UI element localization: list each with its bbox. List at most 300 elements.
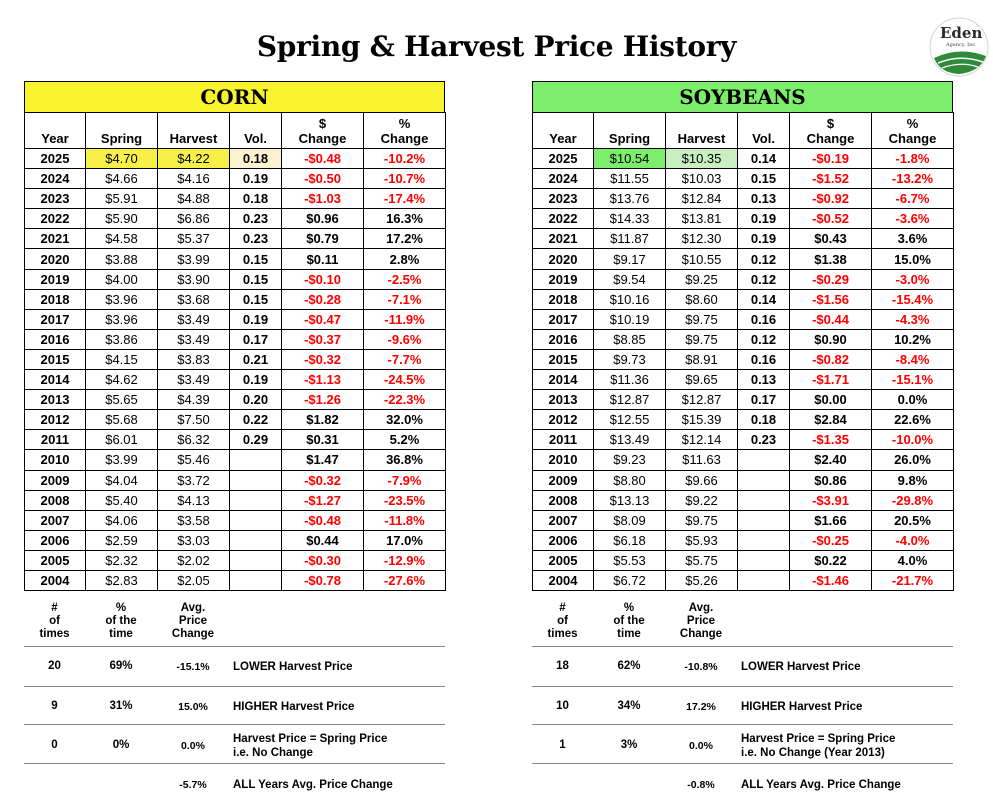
spring-price-cell: $5.53	[594, 550, 666, 570]
volatility-cell	[230, 510, 282, 530]
spring-price-cell: $2.59	[86, 530, 158, 550]
harvest-price-cell: $15.39	[666, 410, 738, 430]
col-vol: Vol.	[230, 113, 282, 149]
percent-change-cell: -10.7%	[364, 169, 446, 189]
harvest-price-cell: $12.87	[666, 390, 738, 410]
col-spring: Spring	[86, 113, 158, 149]
summary-description	[741, 778, 953, 792]
volatility-cell	[230, 530, 282, 550]
volatility-cell: 0.15	[738, 169, 790, 189]
summary-divider	[24, 724, 445, 725]
table-row	[25, 430, 446, 450]
spring-price-cell: $8.09	[594, 510, 666, 530]
table-row	[25, 470, 446, 490]
spring-price-cell: $4.15	[86, 349, 158, 369]
percent-change-cell: -22.3%	[364, 390, 446, 410]
year-cell: 2012	[533, 410, 594, 430]
corn-summary	[24, 600, 445, 805]
spring-price-cell: $4.06	[86, 510, 158, 530]
harvest-price-cell: $4.13	[158, 490, 230, 510]
dollar-change-cell: $1.66	[790, 510, 872, 530]
harvest-price-cell: $4.16	[158, 169, 230, 189]
summary-header-line: %	[623, 602, 635, 614]
summary-row	[532, 735, 953, 759]
spring-price-cell: $4.04	[86, 470, 158, 490]
summary-header-pct	[85, 602, 157, 641]
dollar-change-cell: -$0.32	[282, 470, 364, 490]
volatility-cell: 0.19	[230, 169, 282, 189]
percent-change-cell: 32.0%	[364, 410, 446, 430]
summary-percent: 31%	[109, 700, 133, 712]
percent-change-cell: 15.0%	[872, 249, 954, 269]
year-cell: 2019	[533, 269, 594, 289]
harvest-price-cell: $5.75	[666, 550, 738, 570]
volatility-cell	[230, 450, 282, 470]
spring-price-cell: $9.54	[594, 269, 666, 289]
summary-header-line: times	[39, 628, 70, 640]
percent-change-cell: -10.0%	[872, 430, 954, 450]
summary-count: 9	[51, 700, 58, 712]
percent-change-cell: -15.4%	[872, 289, 954, 309]
dollar-change-cell: -$1.52	[790, 169, 872, 189]
harvest-price-cell: $3.90	[158, 269, 230, 289]
harvest-price-cell: $3.49	[158, 329, 230, 349]
table-row	[533, 530, 954, 550]
volatility-cell	[230, 490, 282, 510]
year-cell: 2010	[25, 450, 86, 470]
col-pct-change	[364, 113, 446, 149]
table-row	[25, 289, 446, 309]
percent-change-cell: 4.0%	[872, 550, 954, 570]
percent-change-cell: -27.6%	[364, 570, 446, 590]
summary-header-pct	[593, 602, 665, 641]
percent-change-cell: -10.2%	[364, 149, 446, 169]
year-cell: 2011	[25, 430, 86, 450]
dollar-change-cell: -$0.25	[790, 530, 872, 550]
year-cell: 2014	[533, 370, 594, 390]
summary-description-line: ALL Years Avg. Price Change	[233, 779, 393, 791]
spring-price-cell: $9.23	[594, 450, 666, 470]
spring-price-cell: $8.80	[594, 470, 666, 490]
summary-count: 20	[48, 660, 61, 672]
harvest-price-cell: $9.25	[666, 269, 738, 289]
volatility-cell: 0.17	[230, 329, 282, 349]
harvest-price-cell: $10.55	[666, 249, 738, 269]
dollar-change-cell: -$0.29	[790, 269, 872, 289]
volatility-cell	[738, 530, 790, 550]
summary-row	[24, 696, 445, 720]
harvest-price-cell: $3.68	[158, 289, 230, 309]
summary-avg-change: 15.0%	[178, 701, 208, 713]
harvest-price-cell: $3.03	[158, 530, 230, 550]
table-row	[25, 189, 446, 209]
spring-price-cell: $3.96	[86, 309, 158, 329]
harvest-price-cell: $9.75	[666, 510, 738, 530]
year-cell: 2022	[25, 209, 86, 229]
percent-change-cell: -3.0%	[872, 269, 954, 289]
volatility-cell: 0.16	[738, 349, 790, 369]
harvest-price-cell: $12.30	[666, 229, 738, 249]
volatility-cell	[738, 490, 790, 510]
year-cell: 2015	[533, 349, 594, 369]
summary-row	[532, 696, 953, 720]
dollar-change-cell: $0.86	[790, 470, 872, 490]
col-dollar-bottom: Change	[298, 131, 347, 146]
summary-avg-change: -0.8%	[687, 779, 715, 791]
spring-price-cell: $9.73	[594, 349, 666, 369]
summary-percent: 34%	[617, 700, 641, 712]
table-row	[533, 570, 954, 590]
summary-avg-change: 17.2%	[686, 701, 716, 713]
table-row	[533, 329, 954, 349]
spring-price-cell: $11.87	[594, 229, 666, 249]
summary-header-count	[532, 602, 593, 641]
dollar-change-cell: $0.22	[790, 550, 872, 570]
harvest-price-cell: $4.39	[158, 390, 230, 410]
percent-change-cell: -6.7%	[872, 189, 954, 209]
volatility-cell: 0.18	[230, 189, 282, 209]
percent-change-cell: 22.6%	[872, 410, 954, 430]
harvest-price-cell: $3.99	[158, 249, 230, 269]
summary-divider	[532, 646, 953, 647]
harvest-price-cell: $4.22	[158, 149, 230, 169]
percent-change-cell: -7.7%	[364, 349, 446, 369]
table-row	[25, 530, 446, 550]
spring-price-cell: $4.62	[86, 370, 158, 390]
harvest-price-cell: $9.66	[666, 470, 738, 490]
harvest-price-cell: $3.58	[158, 510, 230, 530]
percent-change-cell: 20.5%	[872, 510, 954, 530]
dollar-change-cell: $0.31	[282, 430, 364, 450]
col-pct-top: %	[398, 116, 411, 131]
col-harvest: Harvest	[666, 113, 738, 149]
dollar-change-cell: $1.47	[282, 450, 364, 470]
col-year: Year	[25, 113, 86, 149]
table-row	[25, 490, 446, 510]
volatility-cell: 0.15	[230, 289, 282, 309]
spring-price-cell: $3.99	[86, 450, 158, 470]
dollar-change-cell: -$0.82	[790, 349, 872, 369]
volatility-cell: 0.13	[738, 189, 790, 209]
dollar-change-cell: $2.84	[790, 410, 872, 430]
col-pct-bottom: Change	[380, 131, 429, 146]
volatility-cell	[738, 510, 790, 530]
summary-header-line: times	[547, 628, 578, 640]
dollar-change-cell: -$1.56	[790, 289, 872, 309]
summary-description	[741, 732, 953, 760]
harvest-price-cell: $12.14	[666, 430, 738, 450]
logo-subtitle: Agency, Inc.	[946, 42, 977, 48]
percent-change-cell: -4.0%	[872, 530, 954, 550]
volatility-cell	[738, 450, 790, 470]
summary-header-line: of	[557, 615, 568, 627]
table-row	[25, 169, 446, 189]
table-row	[25, 450, 446, 470]
year-cell: 2015	[25, 349, 86, 369]
summary-description	[233, 660, 445, 674]
summary-count: 10	[556, 700, 569, 712]
harvest-price-cell: $13.81	[666, 209, 738, 229]
table-row	[25, 370, 446, 390]
dollar-change-cell: -$1.03	[282, 189, 364, 209]
table-row	[533, 289, 954, 309]
table-row	[533, 269, 954, 289]
percent-change-cell: -24.5%	[364, 370, 446, 390]
year-cell: 2021	[25, 229, 86, 249]
summary-header-line: Change	[679, 628, 723, 640]
table-row	[533, 390, 954, 410]
table-row	[25, 410, 446, 430]
summary-description-line: ALL Years Avg. Price Change	[741, 779, 901, 791]
spring-price-cell: $9.17	[594, 249, 666, 269]
dollar-change-cell: $0.44	[282, 530, 364, 550]
table-row	[25, 329, 446, 349]
table-row	[533, 249, 954, 269]
summary-description-line: LOWER Harvest Price	[233, 661, 353, 673]
table-row	[25, 149, 446, 169]
dollar-change-cell: -$1.46	[790, 570, 872, 590]
col-pct-bottom: Change	[888, 131, 937, 146]
spring-price-cell: $5.65	[86, 390, 158, 410]
summary-description	[233, 700, 445, 714]
year-cell: 2016	[533, 329, 594, 349]
summary-count: 1	[559, 739, 566, 751]
year-cell: 2009	[25, 470, 86, 490]
percent-change-cell: 0.0%	[872, 390, 954, 410]
dollar-change-cell: -$0.30	[282, 550, 364, 570]
harvest-price-cell: $4.88	[158, 189, 230, 209]
volatility-cell: 0.29	[230, 430, 282, 450]
summary-header-line: Price	[178, 615, 208, 627]
col-dollar-change	[282, 113, 364, 149]
percent-change-cell: -9.6%	[364, 329, 446, 349]
percent-change-cell: 2.8%	[364, 249, 446, 269]
summary-percent: 0%	[112, 739, 130, 751]
dollar-change-cell: -$1.13	[282, 370, 364, 390]
harvest-price-cell: $8.60	[666, 289, 738, 309]
harvest-price-cell: $3.49	[158, 309, 230, 329]
summary-description-line: HIGHER Harvest Price	[741, 701, 863, 713]
harvest-price-cell: $6.86	[158, 209, 230, 229]
summary-header-line: %	[115, 602, 127, 614]
spring-price-cell: $3.86	[86, 329, 158, 349]
soybeans-summary	[532, 600, 953, 805]
year-cell: 2018	[533, 289, 594, 309]
year-cell: 2017	[25, 309, 86, 329]
spring-price-cell: $5.68	[86, 410, 158, 430]
summary-description-line: LOWER Harvest Price	[741, 661, 861, 673]
table-row	[25, 209, 446, 229]
summary-header-avg	[157, 602, 229, 641]
table-row	[533, 370, 954, 390]
summary-row	[532, 774, 953, 798]
summary-description	[741, 700, 953, 714]
summary-description	[233, 732, 445, 760]
table-row	[533, 229, 954, 249]
dollar-change-cell: $2.40	[790, 450, 872, 470]
summary-header-line: of the	[613, 615, 645, 627]
dollar-change-cell: -$3.91	[790, 490, 872, 510]
spring-price-cell: $6.01	[86, 430, 158, 450]
harvest-price-cell: $2.02	[158, 550, 230, 570]
table-row	[533, 550, 954, 570]
year-cell: 2013	[25, 390, 86, 410]
year-cell: 2016	[25, 329, 86, 349]
spring-price-cell: $11.36	[594, 370, 666, 390]
harvest-price-cell: $7.50	[158, 410, 230, 430]
summary-header-line: time	[617, 628, 641, 640]
volatility-cell: 0.18	[738, 410, 790, 430]
spring-price-cell: $13.49	[594, 430, 666, 450]
col-harvest: Harvest	[158, 113, 230, 149]
harvest-price-cell: $11.63	[666, 450, 738, 470]
table-row	[533, 209, 954, 229]
spring-price-cell: $12.55	[594, 410, 666, 430]
volatility-cell: 0.12	[738, 249, 790, 269]
table-row	[533, 309, 954, 329]
percent-change-cell: -11.9%	[364, 309, 446, 329]
summary-divider	[532, 724, 953, 725]
summary-row	[24, 656, 445, 680]
table-row	[25, 269, 446, 289]
spring-price-cell: $2.32	[86, 550, 158, 570]
dollar-change-cell: -$0.92	[790, 189, 872, 209]
col-dollar-top: $	[826, 116, 835, 131]
dollar-change-cell: $1.38	[790, 249, 872, 269]
year-cell: 2010	[533, 450, 594, 470]
summary-row	[532, 656, 953, 680]
soybeans-table	[532, 112, 954, 591]
harvest-price-cell: $8.91	[666, 349, 738, 369]
spring-price-cell: $10.54	[594, 149, 666, 169]
table-row	[533, 410, 954, 430]
harvest-price-cell: $3.72	[158, 470, 230, 490]
harvest-price-cell: $5.46	[158, 450, 230, 470]
dollar-change-cell: -$0.32	[282, 349, 364, 369]
year-cell: 2018	[25, 289, 86, 309]
summary-header-line: #	[51, 602, 58, 614]
spring-price-cell: $13.76	[594, 189, 666, 209]
col-spring: Spring	[594, 113, 666, 149]
percent-change-cell: 26.0%	[872, 450, 954, 470]
volatility-cell: 0.19	[230, 309, 282, 329]
harvest-price-cell: $10.35	[666, 149, 738, 169]
year-cell: 2007	[25, 510, 86, 530]
harvest-price-cell: $9.65	[666, 370, 738, 390]
volatility-cell	[738, 550, 790, 570]
percent-change-cell: 16.3%	[364, 209, 446, 229]
harvest-price-cell: $9.22	[666, 490, 738, 510]
dollar-change-cell: $0.43	[790, 229, 872, 249]
summary-avg-change: -15.1%	[176, 661, 210, 673]
percent-change-cell: -3.6%	[872, 209, 954, 229]
year-cell: 2005	[25, 550, 86, 570]
summary-description	[741, 660, 953, 674]
summary-avg-change: -5.7%	[179, 779, 207, 791]
corn-header: CORN	[24, 81, 445, 112]
harvest-price-cell: $5.37	[158, 229, 230, 249]
spring-price-cell: $4.70	[86, 149, 158, 169]
year-cell: 2022	[533, 209, 594, 229]
harvest-price-cell: $9.75	[666, 309, 738, 329]
spring-price-cell: $4.66	[86, 169, 158, 189]
summary-description-line: Harvest Price = Spring Price	[741, 733, 896, 745]
table-row	[25, 309, 446, 329]
year-cell: 2024	[25, 169, 86, 189]
percent-change-cell: -21.7%	[872, 570, 954, 590]
summary-header-line: Price	[686, 615, 716, 627]
table-row	[25, 229, 446, 249]
percent-change-cell: -11.8%	[364, 510, 446, 530]
percent-change-cell: -4.3%	[872, 309, 954, 329]
summary-count: 0	[51, 739, 58, 751]
percent-change-cell: 9.8%	[872, 470, 954, 490]
corn-header-row	[25, 113, 446, 149]
summary-header-line: Avg.	[180, 602, 206, 614]
table-row	[25, 510, 446, 530]
volatility-cell: 0.23	[738, 430, 790, 450]
summary-avg-change: 0.0%	[181, 740, 205, 752]
table-row	[533, 430, 954, 450]
spring-price-cell: $5.90	[86, 209, 158, 229]
harvest-price-cell: $6.32	[158, 430, 230, 450]
volatility-cell: 0.15	[230, 249, 282, 269]
year-cell: 2023	[25, 189, 86, 209]
spring-price-cell: $4.00	[86, 269, 158, 289]
dollar-change-cell: -$0.52	[790, 209, 872, 229]
spring-price-cell: $14.33	[594, 209, 666, 229]
percent-change-cell: 17.2%	[364, 229, 446, 249]
year-cell: 2020	[533, 249, 594, 269]
volatility-cell: 0.16	[738, 309, 790, 329]
table-row	[25, 390, 446, 410]
table-row	[25, 570, 446, 590]
volatility-cell	[230, 470, 282, 490]
percent-change-cell: -2.5%	[364, 269, 446, 289]
dollar-change-cell: -$1.26	[282, 390, 364, 410]
summary-divider	[532, 763, 953, 764]
percent-change-cell: -12.9%	[364, 550, 446, 570]
summary-avg-change: -10.8%	[684, 661, 718, 673]
col-dollar-top: $	[318, 116, 327, 131]
table-row	[533, 349, 954, 369]
harvest-price-cell: $12.84	[666, 189, 738, 209]
dollar-change-cell: -$0.10	[282, 269, 364, 289]
spring-price-cell: $5.91	[86, 189, 158, 209]
dollar-change-cell: $0.11	[282, 249, 364, 269]
dollar-change-cell: -$0.47	[282, 309, 364, 329]
summary-header-avg	[665, 602, 737, 641]
year-cell: 2024	[533, 169, 594, 189]
table-row	[533, 149, 954, 169]
volatility-cell	[738, 470, 790, 490]
spring-price-cell: $13.13	[594, 490, 666, 510]
percent-change-cell: -23.5%	[364, 490, 446, 510]
spring-price-cell: $6.72	[594, 570, 666, 590]
year-cell: 2004	[533, 570, 594, 590]
summary-divider	[24, 763, 445, 764]
year-cell: 2007	[533, 510, 594, 530]
percent-change-cell: 3.6%	[872, 229, 954, 249]
table-row	[533, 510, 954, 530]
summary-description-line: i.e. No Change	[233, 747, 313, 759]
volatility-cell: 0.23	[230, 209, 282, 229]
summary-row	[24, 735, 445, 759]
volatility-cell: 0.18	[230, 149, 282, 169]
percent-change-cell: -13.2%	[872, 169, 954, 189]
spring-price-cell: $11.55	[594, 169, 666, 189]
summary-divider	[24, 686, 445, 687]
